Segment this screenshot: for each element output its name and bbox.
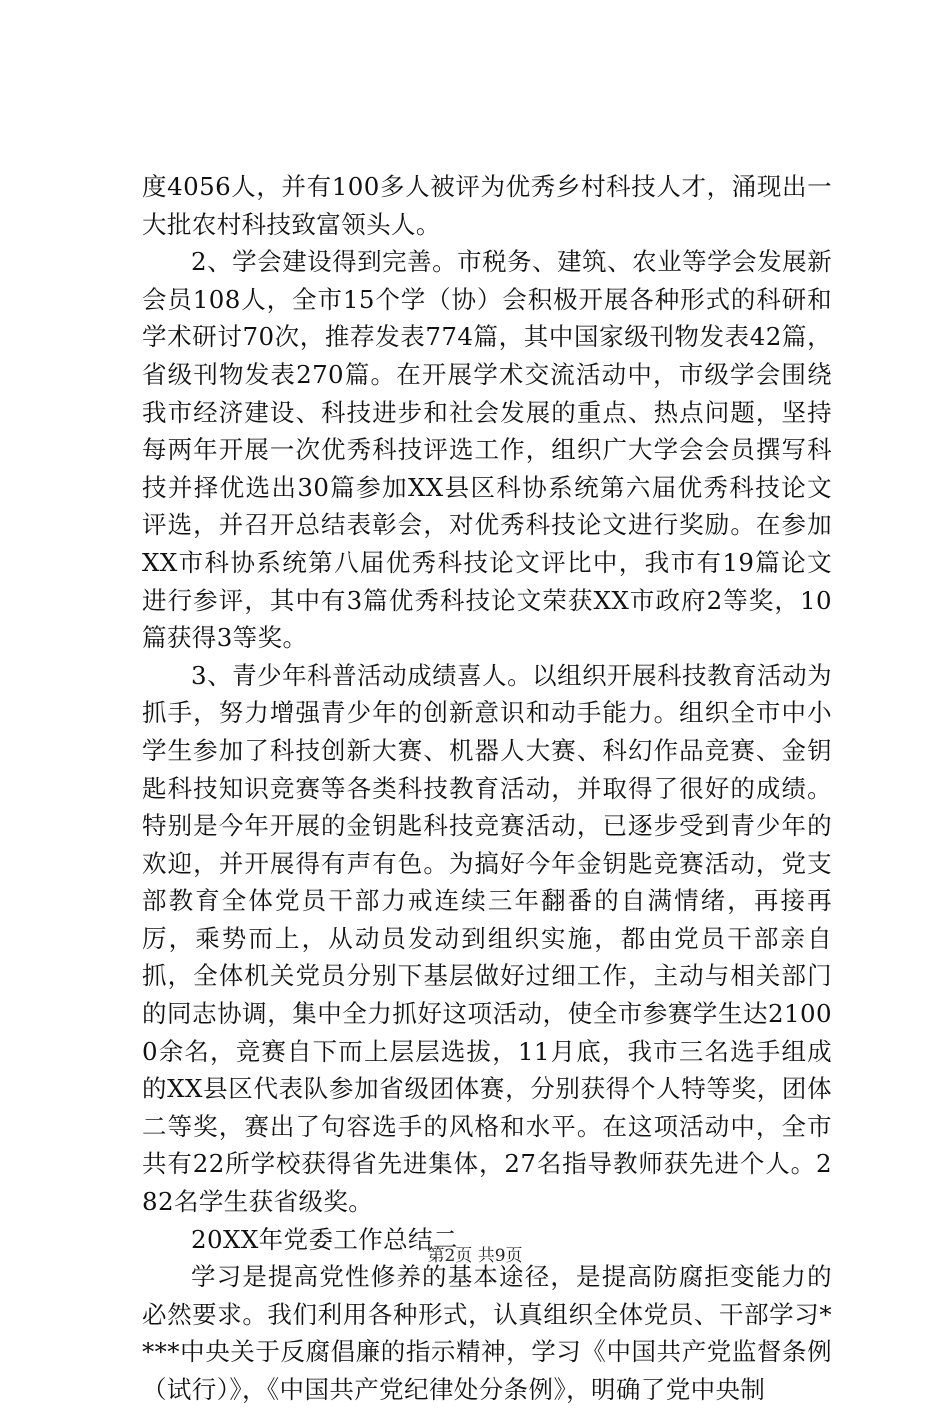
document-body bbox=[142, 168, 832, 1409]
section-heading: 20XX年党委工作总结二 bbox=[191, 1224, 458, 1254]
paragraph-study: 学习是提高党性修养的基本途径，是提高防腐拒变能力的必然要求。我们利用各种形式，认真组织全体党员、干部学习****中央关于反腐倡廉的指示精神，学习《中国共产党监督条例（试行）》，《中国共产党纪律处分条例》，明确了党中央制 bbox=[142, 1262, 832, 1404]
paragraph-youth-science: 3、青少年科普活动成绩喜人。以组织开展科技教育活动为抓手，努力增强青少年的创新意识和动手能力。组织全市中小学生参加了科技创新大赛、机器人大赛、科幻作品竞赛、金钥匙科技知识竞赛等各类科技教育活动，并取得了很好的成绩。特别是今年开展的金钥匙科技竞赛活动，已逐步受到青少年的欢迎，并开展得有声有色。为搞好今年金钥匙竞赛活动，党支部教育全体党员干部力戒连续三年翻番的自满情绪，再接再厉，乘势而上，从动员发动到组织实施，都由党员干部亲自抓，全体机关党员分别下基层做好过细工作，主动与相关部门的同志协调，集中全力抓好这项活动，使全市参赛学生达21000余名，竞赛自下而上层层选拔，11月底，我市三名选手组成的XX县区代表队参加省级团体赛，分别获得个人特等奖，团体二等奖，赛出了句容选手的风格和水平。在这项活动中，全市共有22所学校获得省先进集体，27名指导教师获先进个人。282名学生获省级奖。 bbox=[142, 660, 832, 1217]
paragraph-continuation: 度4056人，并有100多人被评为优秀乡村科技人才，涌现出一大批农村科技致富领头人。 bbox=[142, 172, 832, 239]
paragraph-society-building: 2、学会建设得到完善。市税务、建筑、农业等学会发展新会员108人，全市15个学（协）会积极开展各种形式的科研和学术研讨70次，推荐发表774篇，其中国家级刊物发表42篇，省级刊物发表270篇。在开展学术交流活动中，市级学会围绕我市经济建设、科技进步和社会发展的重点、热点问题，坚持每两年开展一次优秀科技评选工作，组织广大学会会员撰写科技并择优选出30篇参加XX县区科协系统第六届优秀科技论文评选，并召开总结表彰会，对优秀科技论文进行奖励。在参加XX市科协系统第八届优秀科技论文评比中，我市有19篇论文进行参评，其中有3篇优秀科技论文荣获XX市政府2等奖，10篇获得3等奖。 bbox=[142, 247, 832, 653]
page-number-footer: 第2页 共9页 bbox=[427, 1246, 523, 1266]
